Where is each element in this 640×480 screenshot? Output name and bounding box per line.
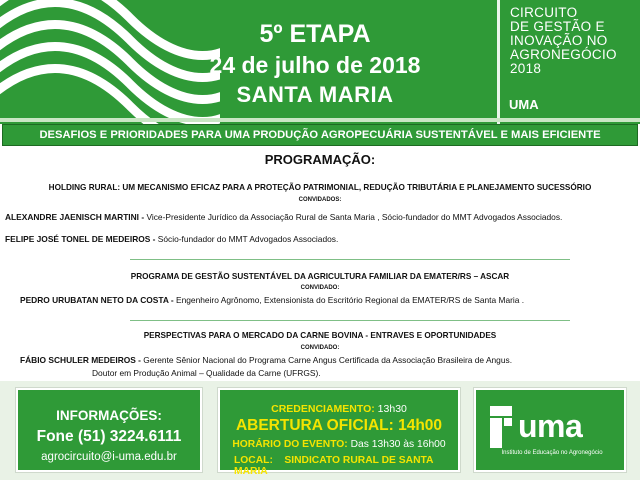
circuit-line: DE GESTÃO E	[510, 19, 605, 34]
speaker-desc: Vice-Presidente Jurídico da Associação Rural de Santa Maria , Sócio-fundador do MMT Advogados Associados.	[144, 212, 563, 222]
circuit-logo-art	[0, 0, 220, 124]
schedule-line	[220, 439, 458, 450]
location-value: SINDICATO RURAL DE SANTA MARIA	[234, 455, 434, 477]
info-email[interactable]: agrocircuito@i-uma.edu.br	[41, 451, 177, 463]
event-stage: 5º ETAPA	[259, 20, 371, 48]
speaker-desc: Sócio-fundador do MMT Advogados Associados.	[155, 234, 339, 244]
speaker-name: FELIPE JOSÉ TONEL DE MEDEIROS -	[5, 234, 156, 244]
speaker-extra: Doutor em Produção Animal – Qualidade da Carne (UFRGS).	[92, 368, 321, 378]
schedule-time: Das 13h30 às 16h00	[347, 439, 446, 450]
accreditation-label: CREDENCIAMENTO:	[271, 403, 375, 415]
info-phone: Fone (51) 3224.6111	[36, 428, 182, 445]
program-title: PROGRAMAÇÃO:	[264, 152, 376, 167]
section-divider	[130, 320, 570, 321]
schedule-label: HORÁRIO DO EVENTO:	[232, 439, 348, 450]
event-city: SANTA MARIA	[236, 82, 394, 107]
event-info	[190, 18, 440, 110]
section-topic: HOLDING RURAL: UM MECANISMO EFICAZ PARA A PROTEÇÃO PATRIMONIAL, REDUÇÃO TRIBUTÁRIA E PLANEJAMENTO SUCESSÓRIO	[48, 183, 592, 192]
speaker-line	[20, 355, 640, 365]
circuit-title	[510, 6, 636, 76]
speaker-name: FÁBIO SCHULER MEDEIROS -	[20, 355, 141, 365]
header-stripe	[0, 118, 640, 122]
info-box	[16, 388, 202, 472]
speaker-line	[5, 212, 640, 222]
event-date: 24 de julho de 2018	[209, 52, 421, 78]
speaker-line	[20, 295, 640, 305]
section-guests-label: CONVIDADO:	[300, 285, 340, 291]
opening-time: ABERTURA OFICIAL: 14h00	[235, 417, 443, 434]
schedule-box	[218, 388, 460, 477]
uma-subtitle: Instituto de Educação no Agronegócio	[501, 450, 603, 456]
uma-small-logo-text: UMA	[509, 97, 539, 112]
speaker-desc: Engenheiro Agrônomo, Extensionista do Escritório Regional da EMATER/RS de Santa Maria .	[173, 295, 525, 305]
location-label: LOCAL:	[234, 455, 273, 466]
circuit-line: AGRONEGÓCIO	[510, 47, 617, 62]
theme-banner: DESAFIOS E PRIORIDADES PARA UMA PRODUÇÃO AGROPECUÁRIA SUSTENTÁVEL E MAIS EFICIENTE	[2, 124, 638, 146]
location-line	[234, 455, 458, 477]
speaker-name: PEDRO URUBATAN NETO DA COSTA -	[20, 295, 174, 305]
section-topic: PROGRAMA DE GESTÃO SUSTENTÁVEL DA AGRICULTURA FAMILIAR DA EMATER/RS – ASCAR	[130, 272, 510, 281]
accreditation-line	[220, 403, 458, 415]
header-banner	[0, 0, 640, 124]
speaker-line	[5, 234, 640, 244]
section-topic: PERSPECTIVAS PARA O MERCADO DA CARNE BOVINA - ENTRAVES E OPORTUNIDADES	[143, 331, 497, 340]
circuit-line: CIRCUITO	[510, 5, 578, 20]
speaker-desc: Gerente Sênior Nacional do Programa Carne Angus Certificada da Associação Brasileira de Angus.	[140, 355, 513, 365]
section-divider	[130, 259, 570, 260]
section-guests-label: CONVIDADOS:	[298, 197, 342, 203]
uma-logo-box	[474, 388, 626, 472]
circuit-line: 2018	[510, 61, 542, 76]
circuit-line: INOVAÇÃO NO	[510, 33, 608, 48]
info-title: INFORMAÇÕES:	[56, 408, 162, 423]
uma-wordmark: uma	[518, 408, 583, 444]
accreditation-time: 13h30	[374, 403, 407, 415]
header-divider	[497, 0, 500, 124]
uma-small-logo	[509, 97, 539, 112]
section-guests-label: CONVIDADO:	[300, 345, 340, 351]
speaker-name: ALEXANDRE JAENISCH MARTINI -	[5, 212, 145, 222]
